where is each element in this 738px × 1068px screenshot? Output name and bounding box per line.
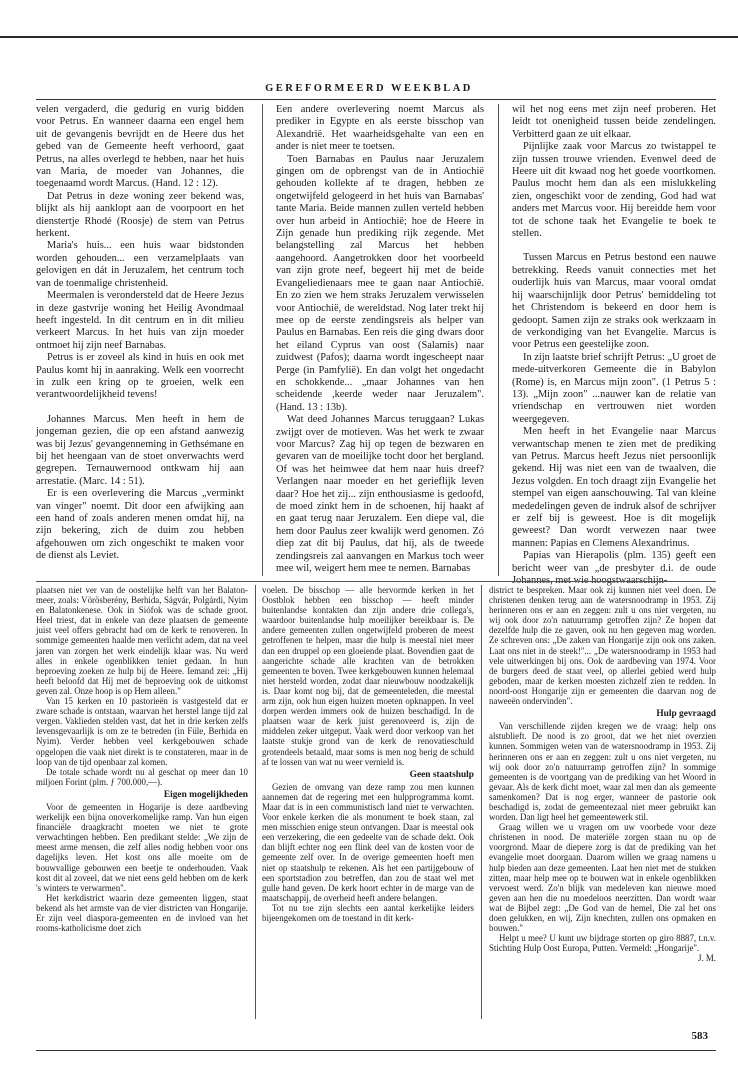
paragraph: Petrus is er zoveel als kind in huis en ook met Paulus komt hij in aanraking. Welk een voorrecht in zulk een kring op te groeien, welk een verantwoordelijkheid tevens! xyxy=(36,352,244,401)
paragraph: Een andere overlevering noemt Marcus als prediker in Egypte en als eerste bisschop van Alexandrië. Het waarheidsgehalte van een en ander is niet meer te toetsen. xyxy=(276,104,484,153)
paragraph: voelen. De bisschop — alle hervormde kerken in het Oostblok hebben een bisschop — heeft minder buitenlandse kontakten dan zijn andere drie collega's, waardoor buitenlandse hulp moeilijker bereikbaar is. De andere gemeenten zullen ongetwijfeld proberen de meest getroffenen te helpen, maar die hulp is meestal niet meer dan een druppel op een gloeiende plaat. Bovendien gaat de aangerichte schade alle krachten van de betrokken gemeenten te boven. Twee kerkgebouwen kunnen helemaal niet hersteld worden, zodat daar nieuwbouw noodzakelijk is. Daar komt nog bij, dat de gemeenteleden, die meestal arm zijn, ook hun eigen huizen moeten opknappen. In veel dorpen werden immers ook de huizen beschadigd. In de plaatsen waar de kerk juist gerenoveerd is, zijn de middelen zeker uitgeput. Vaak werd door verkoop van het laatste stukje grond van de kerk de renovatieschuld grotendeels betaald, maar soms is men nog berig de schuld af te lossen van wat nu weer vernield is. xyxy=(262,585,474,767)
author-signature: J. M. xyxy=(697,953,716,964)
paragraph: plaatsen niet ver van de oostelijke helft van het Balaton-meer, zoals: Vörösberény, Berhida, Ságvár, Polgárdi, Nyim en Balatonkenese. Ook in Siófok was de schade groot. Heel triest, dat in enkele van deze plaatsen de gemeente juist veel offers gebracht had om de kerk te renoveren. In sommige gemeenten haalde men verlicht adem, dat na veel jaren van zorgen het werk eindelijk klaar was. Nu werd alles in enkele ogenblikken teniet gedaan. In hun beproeving zoeken ze hulp bij de Heere. Iemand zei: „Hij heeft beloofd dat Hij met de beproeving ook de uitkomst geven zal. Onze hoop is op Hem alleen." xyxy=(36,585,248,696)
page-number: 583 xyxy=(691,1030,708,1042)
section-divider xyxy=(36,581,716,582)
lower-column-3 xyxy=(489,585,716,1019)
paragraph: Van 15 kerken en 10 pastorieën is vastgesteld dat er zware schade is ontstaan, waarvan het herstel lange tijd zal vergen. Vaklieden stelden vast, dat het in drie kerken zelfs levensgevaarlijk is om ze te betreden (in Füle, Berhida en Nyim). Verder hebben veel kerkgebouwen schade opgelopen die vaak niet direkt is te constateren, maar in de loop van de tijd openbaar zal komen. xyxy=(36,696,248,767)
lower-column-1 xyxy=(36,585,248,1019)
footer-rule xyxy=(36,1050,716,1051)
paragraph: Dat Petrus in deze woning zeer bekend was, blijkt als hij aanklopt aan de voorpoort en het dienstertje Rhodé (Roosje) de stem van Petrus herkent. xyxy=(36,190,244,240)
paragraph: Maria's huis... een huis waar bidstonden worden gehouden... een verzamelplaats van gelovigen en dát in Jeruzalem, het centrum toch van de toenmalige christenheid. xyxy=(36,240,244,289)
section-heading: Geen staatshulp xyxy=(409,769,474,780)
paragraph: Johannes Marcus. Men heeft in hem de jongeman gezien, die op een afstand aanwezig was bij Jezus' gevangenneming in Gethsémane en bij het heengaan van de stoet onverwachts werd gegrepen. Ternauwernood ontkwam hij aan arrestatie. (Marc. 14 : 51). xyxy=(36,413,244,487)
column-1 xyxy=(36,104,244,576)
column-3 xyxy=(512,104,716,587)
paragraph: Men heeft in het Evangelie naar Marcus verwantschap menen te zien met de prediking van Petrus. Marcus heeft Jezus niet persoonlijk gekend. Hij was niet een van de twaalven, die Jezus volgden. En toch draagt zijn Evangelie het stempel van eigen aanschouwing. Tal van kleine mededelingen geven de indruk alsof de schrijver er zelf bij is geweest. Hoe is dit mogelijk geweest? Dan wordt verwezen naar twee mannen: Papias en Clemens Alexandrinus. xyxy=(512,426,716,549)
column-divider xyxy=(498,104,499,576)
paragraph: Het kerkdistrict waarin deze gemeenten liggen, staat bekend als het armste van de vier districten van Hongarije. Er zijn veel diaspora-gemeenten en de invloed van het rooms-katholicisme doet zich xyxy=(36,892,248,934)
column-divider xyxy=(262,104,263,576)
paragraph: Toen Barnabas en Paulus naar Jeruzalem gingen om de opbrengst van de in Antiochië gehouden kollekte af te dragen, hebben ze ongetwijfeld gelogeerd in het huis van Barnabas' tante Maria. Beide mannen zullen verteld hebben over hun arbeid in Antiochië; hoe de Heere in Zijn genade hun prediking rijk zegende. Met belangstelling zal Marcus het hebben aangehoord. Aangetrokken door het voorbeeld van zijn grote neef, begeert hij met de beide Evangeliedienaars mee te gaan naar Antiochië. En zo zien we hem straks Jeruzalem verwisselen voor Antiochië, de wereldstad. Nog later trekt hij mee op de eerste zendingsreis als helper van Paulus en Barnabas. Een reis die ging dwars door het eiland Cyprus van oost (Salamis) naar zuidwest (Pafos); daarna wordt ingescheept naar Perge (in Pamfylië). En dan volgt het ongedacht en schokkende... „maar Johannes van hen scheidende ,keerde weder naar Jeruzalem". (Hand. 13 : 13b). xyxy=(276,153,484,413)
paragraph: Wat deed Johannes Marcus teruggaan? Lukas zwijgt over de motieven. Was het werk te zwaar voor Marcus? Zag hij op tegen de bezwaren en gevaren van de moeilijke tocht door het bergland. Of was het heimwee dat hem naar huis dreef? Verlangen naar moeder en het gerieflijk leven daar? Hoe het zij... zijn enthousiasme is gedoofd, de moed zinkt hem in de schoenen, hij haakt af en gaat terug naar Jeruzalem. Een diepe val, die hem door Paulus zeer kwalijk werd genomen. Zó diep zat dit bij Paulus, dat hij, als de tweede zendingsreis zal aanvangen en Markus toch weer mee wil, weigert hem mee te nemen. Barnabas xyxy=(276,414,484,575)
paragraph: Graag willen we u vragen om uw voorbede voor deze christenen in nood. De materiële zorgen staan nu op de voorgrond. Maar de diepere zorg is dat de prediking van het evangelie moet doorgaan. Daarom willen we graag namens u hulp bieden aan deze gemeenten. Laat hen niet met de stukken zitten, maar help mee op te bouwen wat in enkele ogenblikken vervoest werd. Zo'n blijk van medeleven kan nieuwe moed geven aan hen die nu moedeloos neerzitten. Dan wordt waar wat de Bijbel zegt: „De God van de hemel, Die zal het ons doen gelukken, en wij, Zijn knechten, zullen ons opmaken en bouwen." xyxy=(489,822,716,934)
section-heading: Eigen mogelijkheden xyxy=(163,789,248,800)
paragraph: Meermalen is verondersteld dat de Heere Jezus in deze gastvrije woning het Heilig Avondmaal heeft ingesteld. In dit centrum en in dit milieu verkeert Marcus. In het huis van zijn moeder ontmoet hij zijn neef Barnabas. xyxy=(36,290,244,351)
masthead-rule xyxy=(36,99,716,100)
paragraph: Van verschillende zijden kregen we de vraag: help ons alstublieft. De nood is zo groot, dat we het niet overzien kunnen. Sommigen weten van de watersnoodramp in 1953. Zij herinneren ons er aan en zeggen: zult u ons niet vergeten, nu wij ook door zo'n natuurramp getroffen zijn? In sommige gemeenten is de voortgang van de prediking van het Woord in gevaar. Als de kerk dicht moet, waar zal men dan als gemeente samenkomen? Dat is nog erger, wanneer de pastorie ook beschadigd is, zodat de gemeentezaal niet meer gebruikt kan worden. Dan ligt heel het gemeentewerk stil. xyxy=(489,721,716,823)
paragraph: Er is een overlevering die Marcus „verminkt van vinger" noemt. Dit door een afwijking aan een hand of zoals anderen menen omdat hij, na zijn bekering, zich de duim zou hebben afgehouwen om zich ongeschikt te maken voor de dienst als Leviet. xyxy=(36,488,244,562)
paragraph: Tussen Marcus en Petrus bestond een nauwe betrekking. Reeds vanuit connecties met het ouderlijk huis van Marcus, maar vooral omdat hij waarschijnlijk door Petrus' bemiddeling tot het Christendom is bekeerd en door hem is gedoopt. Samen zijn ze straks ook werkzaam in de verkondiging van het Evangelie. Marcus is voor Petrus een geestelijke zoon. xyxy=(512,252,716,351)
paragraph: Gezien de omvang van deze ramp zou men kunnen aannemen dat de regering met een hulpprogramma komt. Maar dat is in een communistisch land niet te verwachten. Voor enkele kerken die als monument te boek staan, zal men misschien enige steun ontvangen. Daar is meestal ook een verzekering, die een gedeelte van de schade dekt. Ook dan blijft echter nog een flink deel van de kosten voor de gemeente zelf over. In de overige gemeenten hoeft men niet op staatshulp te rekenen. Als het een partijgebouw of een sportstadion zou betreffen, dan zou de staat wel met gulle hand geven. De kerk hoort echter in de marge van de maatschappij, de overheid heeft andere belangen. xyxy=(262,781,474,903)
paragraph: Papias van Hierapolis (plm. 135) geeft een bericht weer van „de presbyter d.i. de oude Johannes, met wie hoogstwaarschijn- xyxy=(512,550,716,587)
section-heading: Hulp gevraagd xyxy=(656,709,716,720)
paragraph: Voor de gemeenten in Hogarije is deze aardbeving werkelijk een bijna onoverkomelijke ramp. Van hun eigen financiële draagkracht moeten we niet te grote verwachtingen hebben. Een predikant stelde: „We zijn de meest arme mensen, die zelf alles nodig hebben voor ons dagelijks leven. Het kost ons alle moeite om de bouwvallige gebouwen een beetje te onderhouden. Vaak kost dit al zoveel, dat we niet eens geld hebben om de kerk 's winters te verwarmen". xyxy=(36,801,248,893)
paragraph: velen vergaderd, die gedurig en vurig bidden voor Petrus. En wanneer daarna een engel hem uit de gevangenis bevrijdt en de Heere dus het gebed van de Gemeente heeft verhoord, gaat Petrus, na alles overlegd te hebben, naar het huis van Maria, de moeder van Johannes, die toegenaamd wordt Marcus. (Hand. 12 : 12). xyxy=(36,104,244,190)
column-divider xyxy=(255,585,256,1019)
paragraph: wil het nog eens met zijn neef proberen. Het leidt tot onenigheid tussen beide zendelingen. Verbitterd gaan ze uit elkaar. xyxy=(512,104,716,140)
lower-column-2 xyxy=(262,585,474,1019)
scan-edge-line xyxy=(0,36,738,38)
paragraph: De totale schade wordt nu al geschat op meer dan 10 miljoen Forint (plm. ƒ 700.000,—). xyxy=(36,766,248,787)
masthead: GEREFORMEERD WEEKBLAD xyxy=(265,83,473,94)
paragraph: Pijnlijke zaak voor Marcus zo twistappel te zijn tussen trouwe vrienden. Evenwel deed de Heere uit dit kwaad nog het goede voortkomen. Paulus mocht hem dan als een mislukkeling zien, ongeschikt voor de zending, God had wat anders met Marcus voor. Hij bereidde hem voor tot de schone taak het Evangelie te boek te stellen. xyxy=(512,141,716,240)
paragraph: district te bespreken. Maar ook zij kunnen niet veel doen. De christenen denken terug aan de watersnoodramp in 1953. Zij herinneren ons er aan en zeggen: zult u ons niet vergeten, nu wij ook door zo'n natuurramp getroffen zijn? Ze hopen dat dezelfde hulp die ze gaven, ook nu hen gegeven mag worden. Ze schreven ons: „De zaken van Hongarije zijn ook ons zaken. Laat ons niet in de steek!"... „De watersnoodramp in 1953 had vele uitwerkingen bij ons. Ook de aardbeving van 1974. Voor de burgers deed de staat veel, op allerlei gebied werd hulp geboden, maar de kerken moesten zichzelf zien te redden. In noord-oost Hongarije zijn er gemeenten die daarvan nog de naweeën ondervinden". xyxy=(489,585,716,707)
column-2 xyxy=(276,104,484,576)
paragraph: Tot nu toe zijn slechts een aantal kerkelijke leiders bijeengekomen om de toestand in dit kerk- xyxy=(262,902,474,923)
column-divider xyxy=(481,585,482,1019)
paragraph: In zijn laatste brief schrijft Petrus: „U groet de mede-uitverkoren Gemeente die in Babylon (Rome) is, en Marcus mijn zoon". (1 Petrus 5 : 13). „Mijn zoon" ...nauwer kan de relatie van vriendschap en vertrouwen niet worden weergegeven. xyxy=(512,351,716,425)
paragraph: Helpt u mee? U kunt uw bijdrage storten op giro 8887, t.n.v. Stichting Hulp Oost Europa, Putten. Vermeld: „Hongarije". xyxy=(489,933,716,954)
